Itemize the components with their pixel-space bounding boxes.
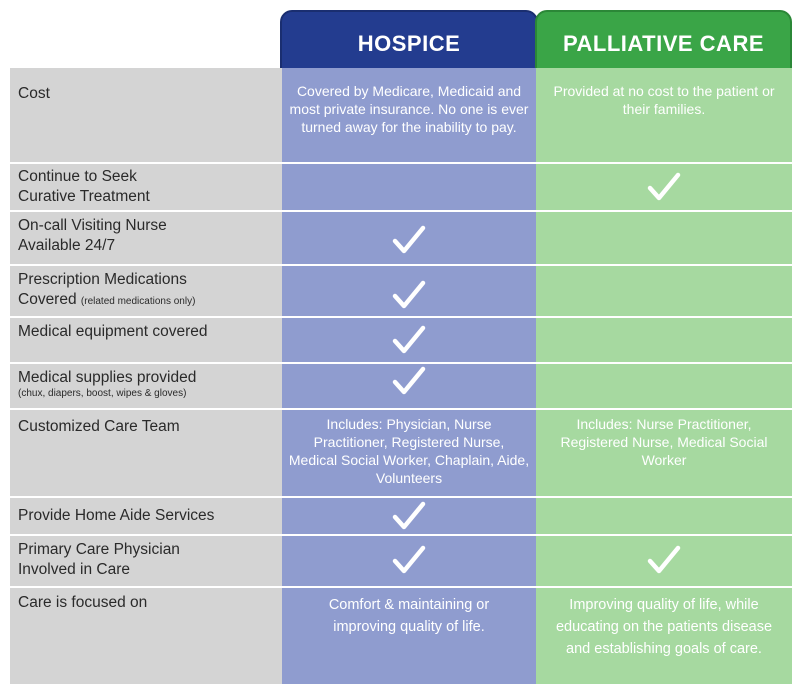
hospice-prescriptions-cell	[282, 266, 536, 316]
checkmark-icon	[392, 545, 426, 575]
hospice-cost-text: Covered by Medicare, Medicaid and most private insurance. No one is ever turned away for the inability to pay.	[282, 68, 536, 162]
row-label-line: Primary Care Physician	[18, 541, 180, 558]
row-label: Medical equipment covered	[10, 318, 282, 362]
palliative-prescriptions-cell	[536, 266, 792, 316]
table-row-primary-care	[10, 536, 792, 586]
checkmark-icon	[392, 325, 426, 355]
row-label-note: (related medications only)	[80, 296, 196, 307]
row-label-note: (chux, diapers, boost, wipes & gloves)	[18, 388, 187, 399]
hospice-care-focus-text: Comfort & maintaining or improving quality of life.	[282, 588, 536, 684]
row-label: Care is focused on	[10, 588, 282, 684]
row-label-line: On-call Visiting Nurse	[18, 217, 167, 234]
hospice-curative-cell	[282, 164, 536, 210]
table-row-oncall-nurse	[10, 212, 792, 264]
row-label	[10, 536, 282, 586]
checkmark-icon	[392, 280, 426, 310]
checkmark-icon	[392, 225, 426, 255]
checkmark-icon	[647, 545, 681, 575]
table-row-supplies	[10, 364, 792, 408]
palliative-care-team-text: Includes: Nurse Practitioner, Registered Nurse, Medical Social Worker	[536, 410, 792, 496]
hospice-oncall-cell	[282, 212, 536, 264]
row-label	[10, 212, 282, 264]
row-label-text: Covered	[18, 291, 77, 308]
row-label	[10, 364, 282, 408]
table-row-home-aide	[10, 498, 792, 534]
table-row-equipment	[10, 318, 792, 362]
hospice-primary-care-cell	[282, 536, 536, 586]
palliative-primary-care-cell	[536, 536, 792, 586]
row-label-line: Prescription Medications	[18, 271, 187, 288]
checkmark-icon	[392, 501, 426, 531]
row-label-line: Continue to Seek	[18, 168, 137, 185]
row-label-line: Involved in Care	[18, 561, 131, 578]
palliative-home-aide-cell	[536, 498, 792, 534]
palliative-column-header: PALLIATIVE CARE	[535, 10, 792, 78]
hospice-equipment-cell	[282, 318, 536, 362]
palliative-care-focus-text: Improving quality of life, while educating on the patients disease and establishing goals of care.	[536, 588, 792, 684]
table-row-care-focus	[10, 588, 792, 684]
row-label	[10, 164, 282, 210]
hospice-supplies-cell	[282, 364, 536, 408]
palliative-equipment-cell	[536, 318, 792, 362]
checkmark-icon	[392, 366, 426, 396]
hospice-home-aide-cell	[282, 498, 536, 534]
table-row-prescriptions	[10, 266, 792, 316]
table-row-cost	[10, 68, 792, 162]
row-label: Cost	[10, 68, 282, 162]
table-row-curative	[10, 164, 792, 210]
row-label: Customized Care Team	[10, 410, 282, 496]
checkmark-icon	[647, 172, 681, 202]
row-label-line	[18, 290, 274, 312]
row-label-line: Medical supplies provided	[18, 369, 197, 386]
palliative-cost-text: Provided at no cost to the patient or their families.	[536, 68, 792, 162]
hospice-column-header: HOSPICE	[280, 10, 538, 78]
table-row-care-team	[10, 410, 792, 496]
row-label	[10, 266, 282, 316]
hospice-care-team-text: Includes: Physician, Nurse Practitioner, Registered Nurse, Medical Social Worker, Chaplain, Aide, Volunteers	[282, 410, 536, 496]
palliative-supplies-cell	[536, 364, 792, 408]
palliative-curative-cell	[536, 164, 792, 210]
row-label-line: Curative Treatment	[18, 188, 150, 205]
row-label-line: Available 24/7	[18, 237, 116, 254]
row-label: Provide Home Aide Services	[10, 498, 282, 534]
palliative-oncall-cell	[536, 212, 792, 264]
